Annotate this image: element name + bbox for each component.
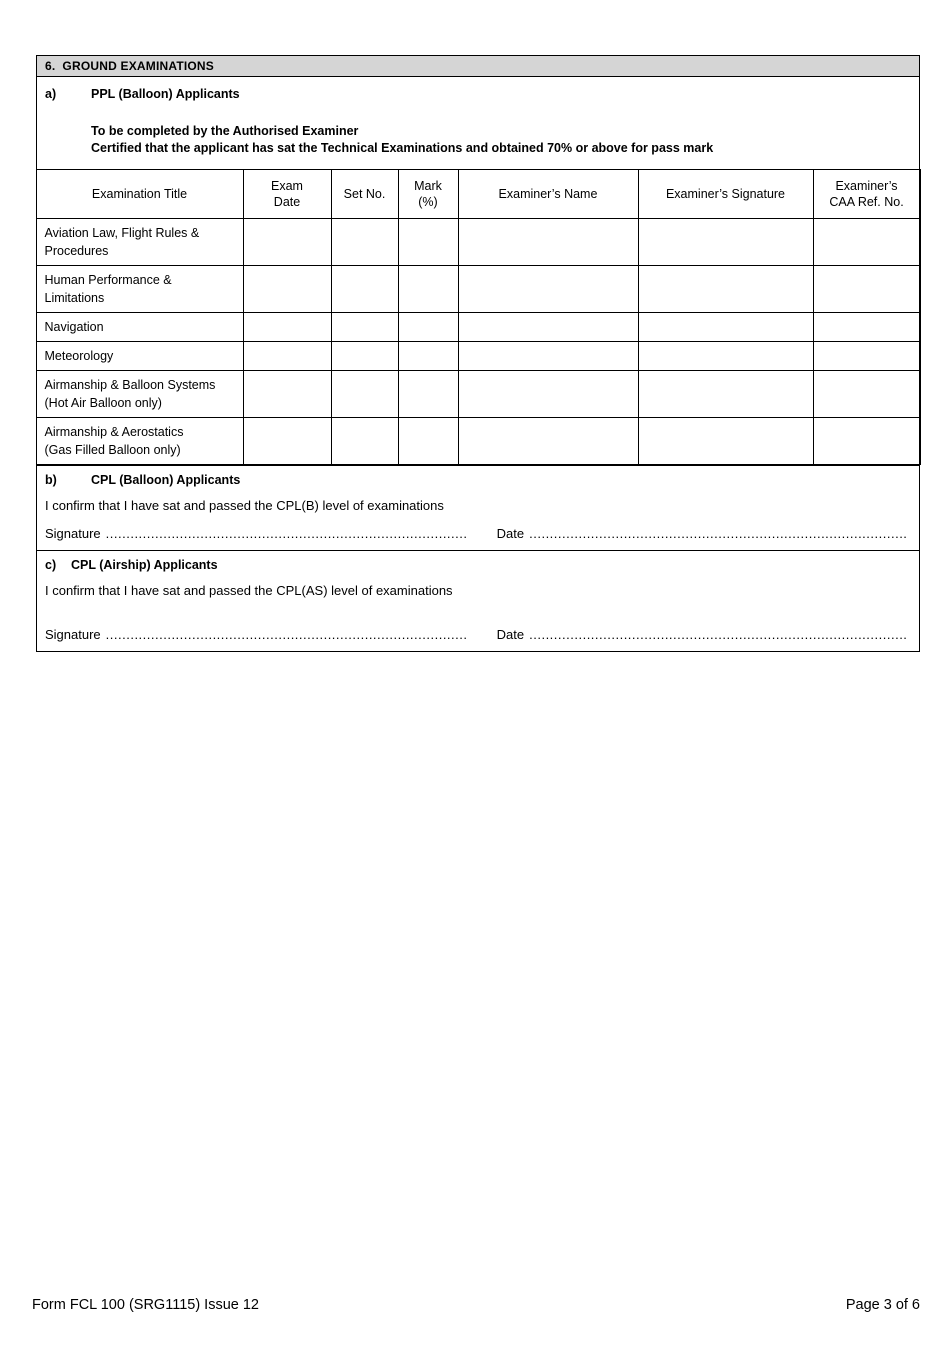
- part-b-header: [45, 473, 911, 487]
- examiner-signature-cell[interactable]: [638, 313, 813, 342]
- header-exam-date-line2: Date: [273, 195, 301, 209]
- header-caa-ref-line1: Examiner’s: [835, 179, 898, 193]
- header-set-no: Set No.: [331, 170, 398, 219]
- exam-title-line2: (Gas Filled Balloon only): [44, 443, 181, 457]
- form-reference: Form FCL 100 (SRG1115) Issue 12: [32, 1297, 259, 1313]
- caa-ref-cell[interactable]: [813, 371, 920, 418]
- ground-examinations-form: [36, 55, 920, 652]
- exam-date-cell[interactable]: [243, 342, 331, 371]
- header-examiners-signature: Examiner’s Signature: [638, 170, 813, 219]
- exam-title-line1: Airmanship & Aerostatics: [44, 425, 184, 439]
- examiner-name-cell[interactable]: [458, 313, 638, 342]
- set-no-cell[interactable]: [331, 219, 398, 266]
- header-exam-date-line1: Exam: [271, 179, 303, 193]
- section-number: 6.: [45, 59, 56, 73]
- examiner-name-cell[interactable]: [458, 342, 638, 371]
- exam-title-line2: Limitations: [44, 291, 105, 305]
- certify-line-2: Certified that the applicant has sat the Technical Examinations and obtained 70% or above for pass mark: [91, 141, 714, 155]
- set-no-cell[interactable]: [331, 418, 398, 465]
- part-a-header: [37, 77, 919, 169]
- examiner-name-cell[interactable]: [458, 266, 638, 313]
- header-exam-date: [243, 170, 331, 219]
- exam-title-cell: [36, 371, 243, 418]
- part-c-confirmation: I confirm that I have sat and passed the CPL(AS) level of examinations: [45, 583, 453, 598]
- part-b-signature-label: Signature: [45, 526, 101, 541]
- exam-title-cell: [36, 418, 243, 465]
- header-examiners-name: Examiner’s Name: [458, 170, 638, 219]
- table-row: [36, 266, 920, 313]
- part-b-confirmation: I confirm that I have sat and passed the CPL(B) level of examinations: [45, 498, 444, 513]
- header-caa-ref-line2: CAA Ref. No.: [829, 195, 904, 209]
- part-c-date-field[interactable]: ............................................................................................: [529, 627, 908, 642]
- section-header-bar: [37, 56, 919, 77]
- part-b-tag: b): [45, 473, 57, 487]
- part-c-section: [37, 550, 919, 651]
- exam-date-cell[interactable]: [243, 371, 331, 418]
- exam-title-line1: Human Performance &: [44, 273, 172, 287]
- part-a-title-row: [45, 87, 911, 101]
- header-caa-ref-no: [813, 170, 920, 219]
- exam-title-line1: Meteorology: [44, 349, 114, 363]
- set-no-cell[interactable]: [331, 266, 398, 313]
- table-row: [36, 219, 920, 266]
- examiner-signature-cell[interactable]: [638, 418, 813, 465]
- mark-cell[interactable]: [398, 219, 458, 266]
- part-c-title: CPL (Airship) Applicants: [71, 558, 218, 572]
- set-no-cell[interactable]: [331, 342, 398, 371]
- part-c-signature-row: [45, 627, 911, 642]
- part-c-signature-field[interactable]: ........................................................................................: [105, 627, 468, 642]
- table-row: [36, 371, 920, 418]
- exam-title-cell: [36, 266, 243, 313]
- header-mark: [398, 170, 458, 219]
- header-mark-line2: (%): [418, 195, 438, 209]
- exam-title-line2: (Hot Air Balloon only): [44, 396, 162, 410]
- mark-cell[interactable]: [398, 342, 458, 371]
- table-header-row: [36, 170, 920, 219]
- table-row: [36, 342, 920, 371]
- mark-cell[interactable]: [398, 313, 458, 342]
- table-row: [36, 313, 920, 342]
- examiner-name-cell[interactable]: [458, 219, 638, 266]
- exam-title-cell: [36, 219, 243, 266]
- part-a-tag: a): [45, 87, 57, 101]
- examiner-name-cell[interactable]: [458, 418, 638, 465]
- part-b-signature-field[interactable]: ........................................................................................: [105, 526, 468, 541]
- exam-date-cell[interactable]: [243, 313, 331, 342]
- exam-title-cell: [36, 313, 243, 342]
- part-c-tag: c): [45, 558, 57, 572]
- exam-title-line1: Airmanship & Balloon Systems: [44, 378, 216, 392]
- exam-date-cell[interactable]: [243, 418, 331, 465]
- part-c-signature-label: Signature: [45, 627, 101, 642]
- set-no-cell[interactable]: [331, 313, 398, 342]
- part-b-title: CPL (Balloon) Applicants: [91, 473, 241, 487]
- examiner-signature-cell[interactable]: [638, 219, 813, 266]
- examiner-signature-cell[interactable]: [638, 371, 813, 418]
- section-title: GROUND EXAMINATIONS: [62, 59, 215, 73]
- part-b-section: [37, 465, 919, 550]
- exam-title-cell: [36, 342, 243, 371]
- exam-title-line2: Procedures: [44, 244, 109, 258]
- examinations-table: [36, 169, 921, 465]
- caa-ref-cell[interactable]: [813, 342, 920, 371]
- mark-cell[interactable]: [398, 418, 458, 465]
- caa-ref-cell[interactable]: [813, 418, 920, 465]
- mark-cell[interactable]: [398, 371, 458, 418]
- caa-ref-cell[interactable]: [813, 219, 920, 266]
- header-mark-line1: Mark: [414, 179, 442, 193]
- part-b-date-field[interactable]: ............................................................................................: [529, 526, 908, 541]
- mark-cell[interactable]: [398, 266, 458, 313]
- certification-statement: [45, 123, 911, 157]
- caa-ref-cell[interactable]: [813, 266, 920, 313]
- caa-ref-cell[interactable]: [813, 313, 920, 342]
- part-c-date-label: Date: [496, 627, 525, 642]
- certify-line-1: To be completed by the Authorised Examiner: [91, 124, 359, 138]
- exam-title-line1: Aviation Law, Flight Rules &: [44, 226, 200, 240]
- examiner-signature-cell[interactable]: [638, 266, 813, 313]
- table-row: [36, 418, 920, 465]
- examiner-signature-cell[interactable]: [638, 342, 813, 371]
- part-c-header: [45, 558, 911, 572]
- page-indicator: Page 3 of 6: [845, 1297, 920, 1313]
- exam-date-cell[interactable]: [243, 219, 331, 266]
- exam-title-line1: Navigation: [44, 320, 104, 334]
- exam-date-cell[interactable]: [243, 266, 331, 313]
- page-footer: [32, 1297, 920, 1313]
- examiner-name-cell[interactable]: [458, 371, 638, 418]
- part-b-signature-row: [45, 526, 911, 541]
- set-no-cell[interactable]: [331, 371, 398, 418]
- part-a-title: PPL (Balloon) Applicants: [91, 87, 240, 101]
- header-examination-title: Examination Title: [36, 170, 243, 219]
- part-b-date-label: Date: [496, 526, 525, 541]
